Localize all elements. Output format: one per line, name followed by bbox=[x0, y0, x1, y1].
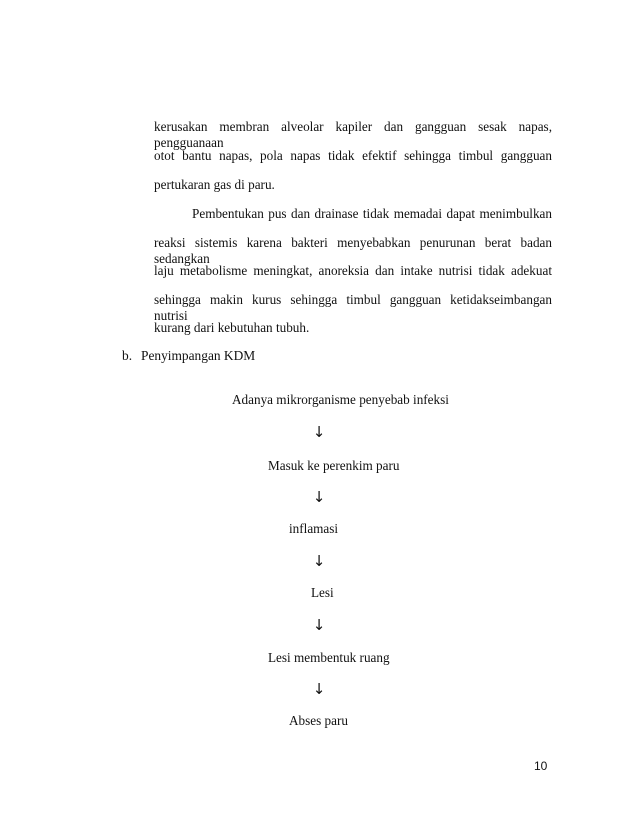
flow-step-2: Masuk ke perenkim paru bbox=[268, 458, 400, 473]
paragraph2-line-5: kurang dari kebutuhan tubuh. bbox=[154, 320, 310, 335]
paragraph2-line-3: laju metabolisme meningkat, anoreksia dan intake nutrisi tidak adekuat bbox=[154, 263, 552, 278]
section-marker: b. bbox=[122, 348, 133, 363]
down-arrow-icon: ↓ bbox=[312, 552, 326, 570]
section-title: Penyimpangan KDM bbox=[141, 348, 256, 363]
paragraph2-line-4: sehingga makin kurus sehingga timbul gangguan ketidakseimbangan nutrisi bbox=[154, 292, 552, 323]
down-arrow-icon: ↓ bbox=[312, 616, 326, 634]
paragraph1-line-3: pertukaran gas di paru. bbox=[154, 177, 275, 192]
flow-step-5: Lesi membentuk ruang bbox=[268, 650, 390, 665]
flow-step-1: Adanya mikrorganisme penyebab infeksi bbox=[232, 392, 449, 407]
down-arrow-icon: ↓ bbox=[312, 423, 326, 441]
down-arrow-icon: ↓ bbox=[312, 488, 326, 506]
paragraph1-line-2: otot bantu napas, pola napas tidak efektif sehingga timbul gangguan bbox=[154, 148, 552, 163]
down-arrow-icon: ↓ bbox=[312, 680, 326, 698]
flow-step-4: Lesi bbox=[311, 585, 334, 600]
flow-step-3: inflamasi bbox=[289, 521, 339, 536]
section-heading bbox=[122, 348, 255, 364]
paragraph1-line-1: kerusakan membran alveolar kapiler dan gangguan sesak napas, pengguanaan bbox=[154, 119, 552, 150]
flow-step-6: Abses paru bbox=[289, 713, 348, 728]
paragraph2-line-1: Pembentukan pus dan drainase tidak memadai dapat menimbulkan bbox=[192, 206, 552, 221]
page-number: 10 bbox=[534, 759, 548, 773]
paragraph2-line-2: reaksi sistemis karena bakteri menyebabkan penurunan berat badan sedangkan bbox=[154, 235, 552, 266]
